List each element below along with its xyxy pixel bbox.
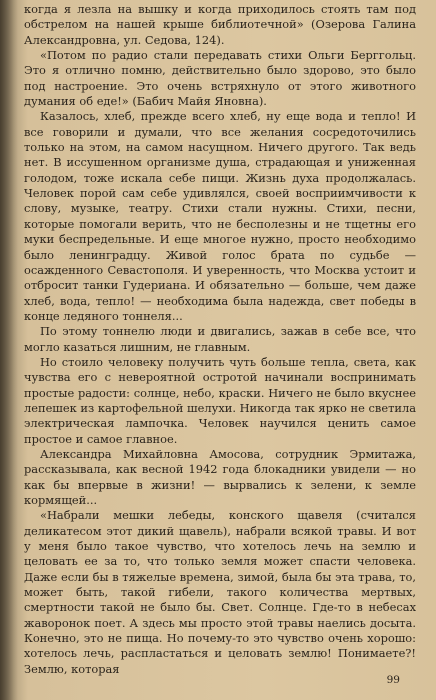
page-number: 99 — [386, 674, 400, 686]
paragraph-1: когда я лезла на вышку и когда приходилось стоять там под обстрелом на нашей крыше библиотечной» (Озерова Галина Александровна, ул. Седова, 124). — [24, 2, 416, 47]
paragraph-3: Казалось, хлеб, прежде всего хлеб, ну еще вода и тепло! И все говорили и думали, что все желания сосредоточились только на этом, на самом насущном. Ничего другого. Так ведь нет. В иссушенном организме душа, страдающая и униженная голодом, тоже искала себе пищи. Жизнь духа продолжалась. Человек порой сам себе удивлялся, своей восприимчивости к слову, музыке, театру. Стихи стали нужны. Стихи, песни, которые помогали верить, что не бесполезны и не тщетны его муки беспредельные. И еще многое нужно, просто необходимо было ленинградцу. Живой голос брата по судьбе — осажденного Севастополя. И уверенность, что Москва устоит и отбросит танки Гудериана. И обязательно — больше, чем даже хлеб, вода, тепло! — необходима была надежда, свет победы в конце ледяного тоннеля... — [24, 109, 416, 323]
paragraph-2: «Потом по радио стали передавать стихи Ольги Берггольц. Это я отлично помню, действительно было здорово, это было под настроение. Это очень встряхнуло от этого животного думания об еде!» (Бабич Майя Яновна). — [24, 48, 416, 109]
page-text-block — [24, 2, 416, 677]
paragraph-4: По этому тоннелю люди и двигались, зажав в себе все, что могло казаться лишним, не главным. — [24, 324, 416, 354]
paragraph-5: Но стоило человеку получить чуть больше тепла, света, как чувства его с невероятной остротой начинали воспринимать простые радости: солнце, небо, краски. Ничего не было вкуснее лепешек из картофельной шелухи. Никогда так ярко не светила электрическая лампочка. Человек научился ценить самое простое и самое главное. — [24, 354, 416, 446]
page-gutter-shadow — [0, 0, 18, 700]
paragraph-6: Александра Михайловна Амосова, сотрудник Эрмитажа, рассказывала, как весной 1942 года блокадники увидели — но как бы впервые в жизни! — вырвались к зелени, к земле кормящей... — [24, 446, 416, 507]
paragraph-7: «Набрали мешки лебеды, конского щавеля (считался деликатесом этот дикий щавель), набрали всякой травы. И вот у меня было такое чувство, что хотелось лечь на землю и целовать ее за то, что только земля может спасти человека. Даже если бы в тяжелые времена, зимой, была бы эта трава, то, может быть, такой гибели, такого количества мертвых, смертности такой не было бы. Свет. Солнце. Где-то в небесах жаворонок поет. А здесь мы просто этой травы наелись досыта. Конечно, это не пища. Но почему-то это чувство очень хорошо: хотелось лечь, распластаться и целовать землю! Понимаете?! Землю, которая — [24, 508, 416, 676]
